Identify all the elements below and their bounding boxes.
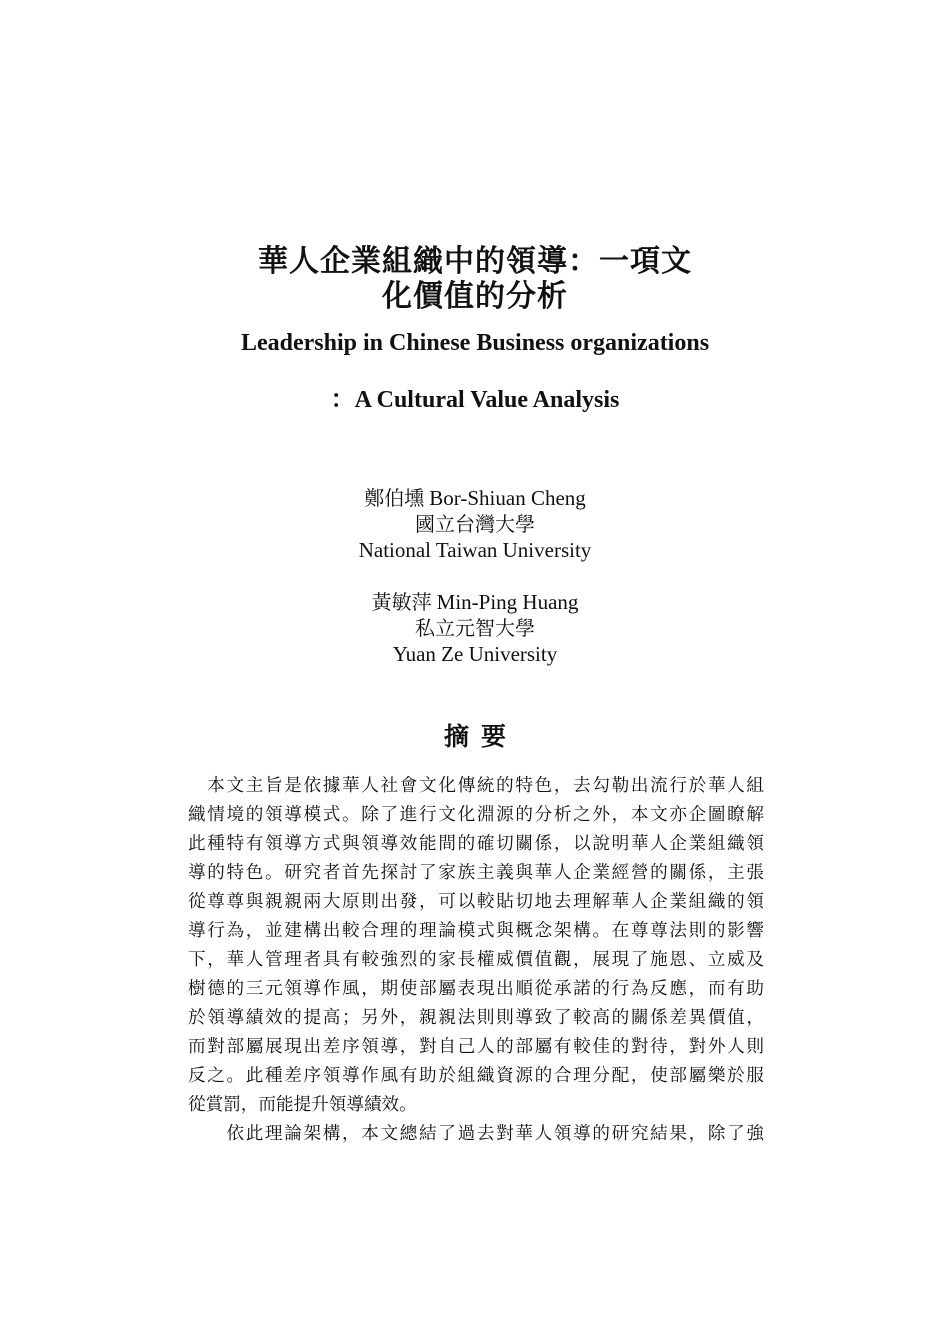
title-chinese-line-2: 化價值的分析 (382, 279, 568, 314)
abstract-line: 反之。此種差序領導作風有助於組織資源的合理分配，使部屬樂於服 (188, 1066, 764, 1086)
abstract-line: 樹德的三元領導作風，期使部屬表現出順從承諾的行為反應，而有助 (188, 979, 764, 999)
abstract-line: 下，華人管理者具有較強烈的家長權威價值觀，展現了施恩、立威及 (188, 950, 764, 970)
title-english-line-2: ：A Cultural Value Analysis (330, 387, 620, 413)
abstract-line: 而對部屬展現出差序領導，對自己人的部屬有較佳的對待，對外人則 (188, 1037, 764, 1057)
author-name-chinese: 鄭伯壎 (364, 486, 425, 510)
author-university-english: Yuan Ze University (392, 642, 558, 666)
abstract-line: 從賞罰，而能提升領導績效。 (188, 1095, 417, 1115)
abstract-line: 依此理論架構，本文總結了過去對華人領導的研究結果，除了強 (188, 1124, 764, 1144)
abstract-body (188, 772, 764, 1149)
title-english-line-1: Leadership in Chinese Business organizations (240, 330, 710, 356)
author-name-english: Bor-Shiuan Cheng (429, 486, 586, 510)
author-name-english: Min-Ping Huang (436, 590, 579, 614)
author-name-chinese: 黃敏萍 (371, 590, 432, 614)
author-block (200, 589, 750, 667)
abstract-line: 於領導績效的提高；另外，親親法則則導致了較高的關係差異價值， (188, 1008, 764, 1028)
abstract-line: 織情境的領導模式。除了進行文化淵源的分析之外，本文亦企圖瞭解 (188, 805, 764, 825)
author-university-english: National Taiwan University (358, 538, 592, 562)
author-name (200, 485, 750, 511)
author-block (200, 485, 750, 563)
abstract-line: 導行為，並建構出較合理的理論模式與概念架構。在尊尊法則的影響 (188, 921, 764, 941)
author-name (200, 589, 750, 615)
abstract-line: 本文主旨是依據華人社會文化傳統的特色，去勾勒出流行於華人組 (188, 776, 764, 796)
title-chinese-line-1: 華人企業組織中的領導：一項文 (258, 244, 692, 279)
abstract-line: 導的特色。研究者首先探討了家族主義與華人企業經營的關係，主張 (188, 863, 764, 883)
abstract-line: 此種特有領導方式與領導效能間的確切關係，以說明華人企業組織領 (188, 834, 764, 854)
abstract-line: 從尊尊與親親兩大原則出發，可以較貼切地去理解華人企業組織的領 (188, 892, 764, 912)
author-university-chinese: 國立台灣大學 (415, 512, 535, 536)
abstract-heading: 摘要 (443, 722, 518, 751)
author-university-chinese: 私立元智大學 (415, 616, 535, 640)
